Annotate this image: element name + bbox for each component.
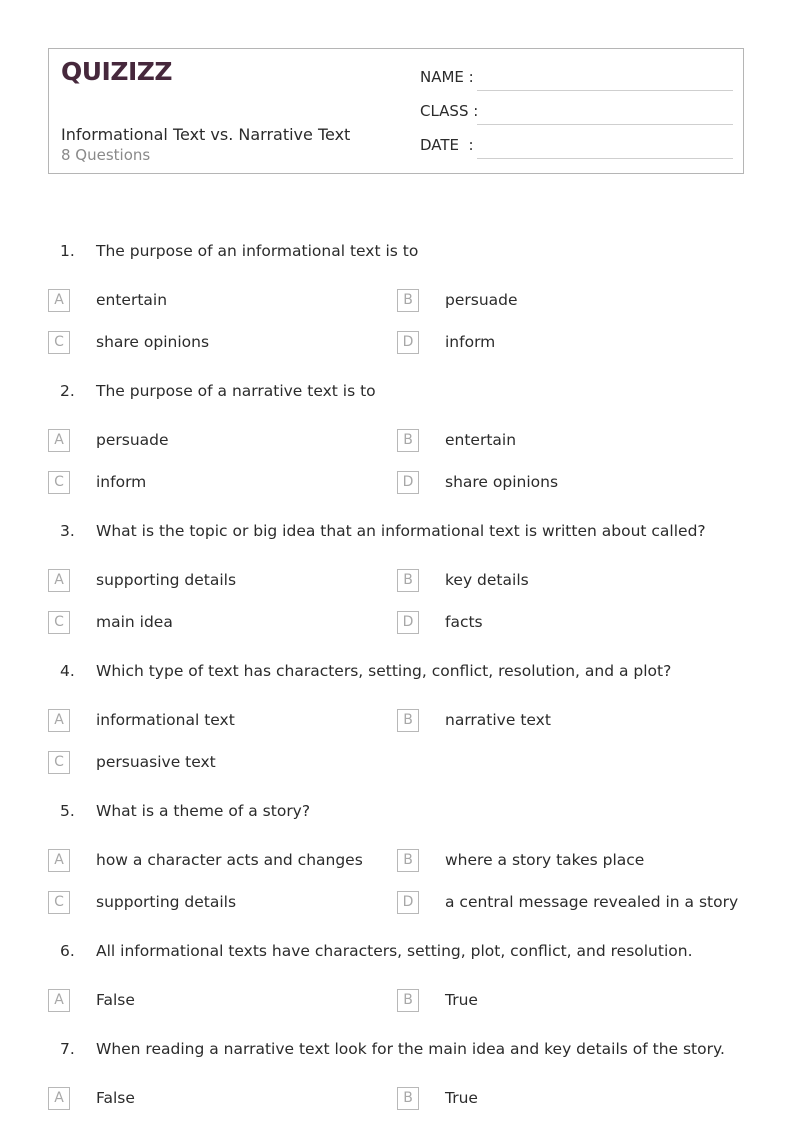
question-number: 6. [60, 942, 75, 960]
option-letter-box[interactable]: D [397, 611, 419, 634]
option-text: supporting details [96, 571, 237, 589]
option-text: a central message revealed in a story [445, 893, 739, 911]
question-number: 3. [60, 522, 75, 540]
option-text: key details [445, 571, 529, 589]
option-letter-box[interactable]: C [48, 611, 70, 634]
question-number: 4. [60, 662, 75, 680]
option-text: entertain [445, 431, 517, 449]
question-text: Which type of text has characters, setting, conflict, resolution, and a plot? [96, 662, 672, 680]
name-line[interactable] [477, 90, 733, 91]
question-text: The purpose of a narrative text is to [96, 382, 376, 400]
option-letter-box[interactable]: A [48, 849, 70, 872]
option-letter-box[interactable]: B [397, 289, 419, 312]
option-text: False [96, 991, 135, 1009]
question-number: 5. [60, 802, 75, 820]
option-letter-box[interactable]: B [397, 989, 419, 1012]
option-letter-box[interactable]: A [48, 429, 70, 452]
option-letter-box[interactable]: C [48, 751, 70, 774]
option-text: persuasive text [96, 753, 216, 771]
option-text: True [445, 991, 478, 1009]
class-field[interactable] [420, 102, 733, 126]
option-letter-box[interactable]: A [48, 709, 70, 732]
question-number: 7. [60, 1040, 75, 1058]
question-count: 8 Questions [61, 146, 151, 164]
option-text: narrative text [445, 711, 551, 729]
option-letter-box[interactable]: A [48, 569, 70, 592]
option-text: share opinions [96, 333, 210, 351]
option-letter-box[interactable]: A [48, 989, 70, 1012]
question-text: When reading a narrative text look for the main idea and key details of the story. [96, 1040, 725, 1058]
option-letter-box[interactable]: C [48, 471, 70, 494]
option-text: where a story takes place [445, 851, 645, 869]
option-text: persuade [96, 431, 169, 449]
question-text: What is the topic or big idea that an informational text is written about called? [96, 522, 706, 540]
option-text: entertain [96, 291, 168, 309]
option-text: inform [445, 333, 496, 351]
option-text: True [445, 1089, 478, 1107]
option-letter-box[interactable]: D [397, 471, 419, 494]
option-letter-box[interactable]: A [48, 289, 70, 312]
question-number: 2. [60, 382, 75, 400]
option-text: persuade [445, 291, 518, 309]
option-letter-box[interactable]: B [397, 429, 419, 452]
option-letter-box[interactable]: D [397, 891, 419, 914]
quizizz-logo: QUIZIZZ [61, 57, 173, 86]
option-text: facts [445, 613, 483, 631]
question-number: 1. [60, 242, 75, 260]
date-line[interactable] [477, 158, 733, 159]
option-letter-box[interactable]: C [48, 331, 70, 354]
date-field[interactable] [420, 136, 733, 160]
name-label: NAME : [420, 68, 474, 86]
date-label: DATE : [420, 136, 474, 154]
option-letter-box[interactable]: B [397, 849, 419, 872]
option-text: supporting details [96, 893, 237, 911]
class-label: CLASS : [420, 102, 479, 120]
option-text: main idea [96, 613, 173, 631]
option-letter-box[interactable]: C [48, 891, 70, 914]
class-line[interactable] [477, 124, 733, 125]
option-letter-box[interactable]: B [397, 569, 419, 592]
worksheet-title: Informational Text vs. Narrative Text [61, 125, 351, 144]
option-text: False [96, 1089, 135, 1107]
name-field[interactable] [420, 68, 733, 92]
option-letter-box[interactable]: B [397, 709, 419, 732]
question-text: What is a theme of a story? [96, 802, 311, 820]
option-text: share opinions [445, 473, 559, 491]
question-text: All informational texts have characters, setting, plot, conflict, and resolution. [96, 942, 693, 960]
option-text: how a character acts and changes [96, 851, 363, 869]
option-text: inform [96, 473, 147, 491]
question-text: The purpose of an informational text is to [96, 242, 419, 260]
option-letter-box[interactable]: A [48, 1087, 70, 1110]
option-letter-box[interactable]: B [397, 1087, 419, 1110]
worksheet-header [48, 48, 744, 174]
option-letter-box[interactable]: D [397, 331, 419, 354]
option-text: informational text [96, 711, 235, 729]
